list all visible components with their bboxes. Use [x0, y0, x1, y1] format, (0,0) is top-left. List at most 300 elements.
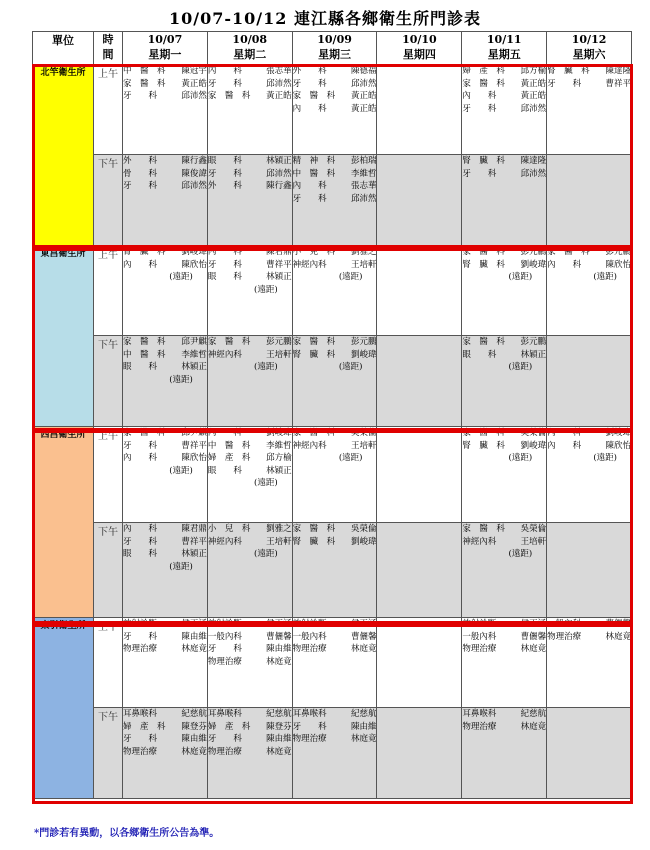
clinic-entry — [293, 336, 377, 349]
doctor-name: 曹祥平 — [181, 440, 207, 451]
footnote: *門診若有異動，以各鄉衛生所公告為準。 — [34, 828, 220, 839]
doctor-name: 曹儷馨 — [350, 631, 377, 642]
clinic-entry — [123, 259, 207, 272]
doctor-name: 曹祥平 — [605, 78, 631, 89]
period-label: 下午 — [94, 523, 123, 618]
schedule-cell — [123, 246, 208, 336]
doctor-name: 彭元鵬 — [266, 337, 292, 347]
doctor-name: 陳欣怡 — [605, 440, 631, 451]
remote-note: (遠距) — [508, 549, 533, 559]
doctor-name: 陳德福 — [350, 66, 377, 76]
doctor-name: 陳欣怡 — [181, 453, 207, 463]
clinic-entry — [293, 155, 377, 168]
remote-note: (遠距) — [169, 374, 193, 385]
doctor-name: 邱尹麒 — [181, 337, 207, 347]
doctor-name: 劉峻瑋 — [181, 247, 207, 257]
doctor-name: 邱沛然 — [266, 168, 292, 179]
department: 家 醫 科 — [123, 337, 166, 347]
department: 一般內科 — [462, 631, 497, 642]
department: 眼 科 — [462, 349, 497, 360]
department: 牙 科 — [123, 181, 158, 191]
clinic-entry — [123, 155, 207, 168]
schedule-row-am — [33, 427, 632, 523]
clinic-entry — [547, 259, 631, 272]
doctor-name: 彭元鵬 — [520, 337, 547, 347]
department: 眼 科 — [207, 272, 242, 282]
clinic-entry — [123, 721, 207, 734]
department: 中 醫 科 — [292, 168, 336, 179]
clinic-entry — [293, 65, 377, 78]
clinic-entry — [462, 631, 546, 644]
clinic-entry — [208, 465, 292, 478]
clinic-entry — [293, 440, 377, 453]
doctor-name: 劉峻瑋 — [350, 536, 377, 547]
department: 家 醫 科 — [207, 337, 251, 347]
clinic-entry — [293, 349, 377, 362]
schedule-row-am — [33, 65, 632, 155]
clinic-entry — [293, 246, 377, 259]
department: 腎 臟 科 — [547, 66, 590, 76]
doctor-name: 林庭竟 — [605, 631, 631, 642]
doctor-name: 林庭竟 — [266, 656, 292, 667]
clinic-entry — [123, 78, 207, 91]
doctor-name: 吳榮倫 — [350, 524, 377, 534]
clinic-entry — [208, 259, 292, 272]
schedule-cell — [462, 427, 547, 523]
clinic-entry — [293, 618, 377, 631]
doctor-name: 李維哲 — [181, 349, 207, 360]
day-header — [462, 32, 547, 65]
department: 內 科 — [292, 181, 327, 191]
department: 家 醫 科 — [123, 428, 166, 438]
clinic-entry — [462, 349, 546, 362]
clinic-entry — [123, 618, 207, 631]
doctor-name: 王培軒 — [266, 536, 292, 547]
schedule-cell — [547, 618, 632, 708]
doctor-name: 王培軒 — [520, 536, 547, 547]
department: 婦 產 科 — [207, 721, 251, 732]
clinic-entry — [293, 427, 377, 440]
clinic-entry — [208, 65, 292, 78]
schedule-cell — [292, 155, 377, 246]
department: 耳鼻喉科 — [123, 709, 158, 719]
department: 外 科 — [207, 181, 242, 191]
clinic-entry — [462, 536, 546, 549]
doctor-name: 曹儷馨 — [266, 631, 292, 642]
doctor-name: 王培軒 — [350, 440, 377, 451]
schedule-cell — [462, 523, 547, 618]
schedule-cell — [462, 246, 547, 336]
unit-header: 單位 — [33, 32, 94, 65]
clinic-entry — [208, 349, 292, 362]
department: 物理治療 — [462, 644, 497, 654]
department: 婦 產 科 — [123, 721, 166, 732]
schedule-cell — [377, 618, 462, 708]
doctor-name: 邱沛然 — [181, 181, 207, 191]
schedule-cell — [292, 618, 377, 708]
doctor-name: 陳登芬 — [181, 721, 207, 732]
remote-note: (遠距) — [508, 453, 533, 463]
department: 腎 臟 科 — [462, 156, 505, 166]
time-header-label: 時間 — [102, 33, 114, 61]
clinic-entry — [547, 65, 631, 78]
clinic-entry — [208, 246, 292, 259]
clinic-name: 東引衛生所 — [33, 618, 94, 799]
department: 腎 臟 科 — [292, 536, 336, 547]
department: 物理治療 — [292, 734, 327, 744]
clinic-entry — [208, 180, 292, 193]
doctor-name: 林庭竟 — [266, 746, 292, 757]
schedule-cell — [462, 65, 547, 155]
clinic-entry — [547, 618, 631, 631]
doctor-name: 陳由維 — [181, 734, 207, 744]
doctor-name: 黃正皓 — [350, 103, 377, 114]
department: 牙 科 — [207, 644, 242, 654]
clinic-entry — [293, 733, 377, 746]
schedule-cell — [292, 708, 377, 799]
department: 耳鼻喉科 — [462, 709, 497, 719]
remote-note: (遠距) — [508, 272, 533, 282]
department: 牙 科 — [207, 168, 242, 179]
doctor-name: 彭元鵬 — [520, 247, 547, 257]
department: 家 醫 科 — [462, 524, 505, 534]
schedule-cell — [207, 155, 292, 246]
department: 外 科 — [123, 156, 158, 166]
doctor-name: 劉峻瑋 — [266, 428, 292, 438]
doctor-name: 邱尹麒 — [181, 428, 207, 438]
department: 放射診斷 — [462, 619, 497, 629]
department: 腎 臟 科 — [292, 349, 336, 360]
department: 牙 科 — [207, 78, 242, 89]
doctor-name: 邱沛然 — [520, 103, 547, 114]
doctor-name: 林穎正 — [266, 465, 292, 476]
schedule-cell — [547, 155, 632, 246]
schedule-cell — [547, 523, 632, 618]
department: 家 醫 科 — [292, 91, 336, 101]
clinic-entry — [208, 440, 292, 453]
clinic-entry — [293, 259, 377, 272]
schedule-row-pm — [33, 155, 632, 246]
schedule-cell — [123, 708, 208, 799]
doctor-name: 林庭竟 — [520, 721, 547, 732]
schedule-cell — [462, 708, 547, 799]
department: 一般內科 — [207, 631, 242, 642]
doctor-name: 陳欣怡 — [181, 259, 207, 270]
doctor-name: 陳由維 — [266, 734, 292, 744]
department: 牙 科 — [292, 193, 327, 204]
clinic-entry — [208, 631, 292, 644]
day-date: 10/07 — [147, 33, 183, 46]
doctor-name: 林穎正 — [520, 349, 547, 360]
clinic-entry — [293, 721, 377, 734]
department: 家 醫 科 — [207, 91, 251, 101]
clinic-entry — [208, 523, 292, 536]
clinic-entry — [123, 427, 207, 440]
clinic-entry — [208, 336, 292, 349]
clinic-entry — [293, 193, 377, 206]
department: 內 科 — [123, 453, 158, 463]
department: 內 科 — [207, 428, 242, 438]
clinic-entry — [462, 440, 546, 453]
department: 腎 臟 科 — [462, 259, 505, 270]
schedule-cell — [377, 336, 462, 427]
period-label: 上午 — [94, 65, 123, 155]
clinic-entry — [123, 631, 207, 644]
clinic-entry — [208, 708, 292, 721]
clinic-entry — [293, 643, 377, 656]
clinic-entry — [123, 708, 207, 721]
doctor-name: 李維哲 — [266, 440, 292, 451]
doctor-name: 王培軒 — [266, 349, 292, 360]
doctor-name: 陳由維 — [350, 721, 377, 732]
period-label: 下午 — [94, 336, 123, 427]
department: 放射診斷 — [123, 619, 158, 629]
department: 內 科 — [462, 91, 497, 101]
clinic-entry — [547, 246, 631, 259]
department: 牙 科 — [123, 91, 158, 101]
day-date: 10/09 — [317, 33, 352, 46]
clinic-entry — [547, 427, 631, 440]
department: 內 科 — [207, 247, 242, 257]
department: 家 醫 科 — [292, 524, 336, 534]
clinic-entry — [293, 631, 377, 644]
schedule-cell — [547, 427, 632, 523]
day-date: 10/12 — [571, 33, 607, 46]
department: 放射診斷 — [207, 619, 242, 629]
schedule-cell — [123, 155, 208, 246]
doctor-name: 紀慈航 — [350, 709, 377, 719]
schedule-row-am — [33, 618, 632, 708]
doctor-name: 黃正皓 — [350, 91, 377, 101]
schedule-cell — [377, 65, 462, 155]
department: 牙 科 — [547, 78, 582, 89]
remote-note: (遠距) — [338, 272, 363, 282]
department: 物理治療 — [207, 656, 242, 667]
schedule-row-pm — [33, 708, 632, 799]
doctor-name: 黃正皓 — [520, 91, 547, 101]
schedule-cell — [547, 246, 632, 336]
remote-note: (遠距) — [254, 549, 278, 559]
doctor-name: 陳登芬 — [266, 721, 292, 732]
doctor-name: 林穎正 — [266, 156, 292, 166]
department: 家 醫 科 — [462, 428, 505, 438]
clinic-entry — [462, 721, 546, 734]
department: 小 兒 科 — [292, 247, 336, 257]
clinic-entry — [208, 155, 292, 168]
department: 眼 科 — [207, 465, 242, 476]
clinic-entry — [462, 78, 546, 91]
remote-note: (遠距) — [169, 272, 193, 282]
clinic-entry — [123, 180, 207, 193]
doctor-name: 林穎正 — [181, 549, 207, 559]
day-weekday: 星期二 — [233, 48, 267, 61]
department: 物理治療 — [123, 746, 158, 757]
department: 家 醫 科 — [292, 428, 336, 438]
day-date: 10/11 — [486, 33, 522, 46]
clinic-entry — [462, 168, 546, 181]
department: 眼 科 — [207, 156, 242, 166]
department: 一般內科 — [547, 619, 582, 629]
department: 物理治療 — [547, 631, 582, 642]
department: 牙 科 — [123, 734, 158, 744]
day-weekday: 星期三 — [318, 48, 352, 61]
schedule-cell — [207, 65, 292, 155]
department: 牙 科 — [462, 168, 497, 179]
clinic-entry — [123, 440, 207, 453]
schedule-body — [33, 65, 632, 799]
department: 物理治療 — [292, 644, 327, 654]
clinic-entry — [462, 155, 546, 168]
department: 內 科 — [292, 103, 327, 114]
clinic-entry — [293, 103, 377, 116]
remote-note: (遠距) — [169, 561, 193, 572]
schedule-cell — [207, 708, 292, 799]
schedule-row-am — [33, 246, 632, 336]
clinic-entry — [208, 271, 292, 284]
clinic-entry — [462, 246, 546, 259]
doctor-name: 彭柏瑞 — [350, 156, 377, 166]
doctor-name: 侯正涵 — [266, 619, 292, 629]
clinic-entry — [208, 656, 292, 669]
clinic-entry — [208, 168, 292, 181]
day-weekday: 星期一 — [148, 48, 182, 61]
doctor-name: 邱沛然 — [350, 193, 377, 204]
department: 家 醫 科 — [462, 78, 505, 89]
day-date: 10/08 — [232, 33, 268, 46]
doctor-name: 陳君鼎 — [181, 524, 207, 534]
doctor-name: 陳行鑫 — [181, 156, 207, 166]
doctor-name: 曹儷馨 — [520, 631, 547, 642]
department: 耳鼻喉科 — [292, 709, 327, 719]
department: 牙 科 — [207, 259, 242, 270]
schedule-cell — [207, 336, 292, 427]
page-title: 10/07-10/12 連江縣各鄉衛生所門診表 — [169, 9, 481, 28]
department: 家 醫 科 — [462, 247, 505, 257]
department: 中 醫 科 — [123, 66, 166, 76]
remote-note: (遠距) — [254, 362, 278, 372]
doctor-name: 林穎正 — [266, 272, 292, 282]
schedule-cell — [292, 523, 377, 618]
schedule-cell — [292, 427, 377, 523]
clinic-entry — [123, 65, 207, 78]
clinic-entry — [208, 721, 292, 734]
clinic-entry — [123, 361, 207, 374]
clinic-entry — [208, 733, 292, 746]
doctor-name: 黃正皓 — [520, 78, 547, 89]
department: 精 神 科 — [292, 156, 336, 166]
schedule-cell — [207, 246, 292, 336]
day-date: 10/10 — [402, 33, 437, 46]
schedule-cell — [123, 65, 208, 155]
doctor-name: 劉峻瑋 — [520, 440, 547, 451]
clinic-entry — [123, 746, 207, 759]
department: 耳鼻喉科 — [207, 709, 242, 719]
clinic-name: 西莒衛生所 — [33, 427, 94, 618]
period-label: 上午 — [94, 618, 123, 708]
department: 牙 科 — [462, 103, 497, 114]
department: 眼 科 — [123, 362, 158, 372]
schedule-cell — [462, 618, 547, 708]
schedule-cell — [207, 427, 292, 523]
clinic-entry — [123, 452, 207, 465]
period-label: 上午 — [94, 427, 123, 523]
department: 內 科 — [547, 259, 582, 270]
doctor-name: 黃正皓 — [181, 78, 207, 89]
doctor-name: 邱沛然 — [266, 78, 292, 89]
day-weekday: 星期四 — [402, 48, 436, 61]
remote-note: (遠距) — [169, 465, 193, 476]
clinic-entry — [462, 259, 546, 272]
day-weekday: 星期五 — [487, 48, 521, 61]
clinic-entry — [208, 452, 292, 465]
department: 牙 科 — [207, 734, 242, 744]
department: 家 醫 科 — [292, 337, 336, 347]
clinic-name: 北竿衛生所 — [33, 65, 94, 246]
department: 內 科 — [123, 259, 158, 270]
remote-note: (遠距) — [338, 453, 363, 463]
doctor-name: 邱沛然 — [350, 78, 377, 89]
schedule-row-pm — [33, 523, 632, 618]
department: 家 醫 科 — [123, 78, 166, 89]
doctor-name: 紀慈航 — [520, 709, 547, 719]
department: 腎 臟 科 — [123, 247, 166, 257]
clinic-entry — [462, 618, 546, 631]
clinic-entry — [547, 631, 631, 644]
department: 骨 科 — [123, 168, 158, 179]
doctor-name: 邱方榆 — [266, 453, 292, 463]
schedule-cell — [547, 65, 632, 155]
clinic-entry — [123, 643, 207, 656]
clinic-entry — [547, 78, 631, 91]
schedule-cell — [123, 336, 208, 427]
doctor-name: 劉峻瑋 — [350, 349, 377, 360]
remote-note: (遠距) — [338, 362, 363, 372]
clinic-entry — [293, 536, 377, 549]
remote-note: (遠距) — [593, 272, 617, 282]
department: 牙 科 — [123, 631, 158, 642]
schedule-cell — [292, 65, 377, 155]
clinic-entry — [293, 168, 377, 181]
clinic-entry — [208, 746, 292, 759]
doctor-name: 張志華 — [350, 181, 377, 191]
schedule-cell — [462, 336, 547, 427]
clinic-entry — [123, 523, 207, 536]
clinic-entry — [547, 440, 631, 453]
clinic-entry — [123, 733, 207, 746]
doctor-name: 陳行鑫 — [266, 181, 292, 191]
doctor-name: 林庭竟 — [350, 644, 377, 654]
period-label: 下午 — [94, 155, 123, 246]
schedule-cell — [377, 155, 462, 246]
doctor-name: 陳冠宇 — [181, 66, 207, 76]
clinic-schedule-table — [32, 31, 632, 799]
clinic-entry — [123, 536, 207, 549]
department: 中 醫 科 — [207, 440, 251, 451]
doctor-name: 曹儷馨 — [605, 619, 631, 629]
doctor-name: 曹祥平 — [181, 536, 207, 547]
schedule-cell — [547, 708, 632, 799]
doctor-name: 陳達隆 — [520, 156, 547, 166]
doctor-name: 林穎正 — [181, 362, 207, 372]
doctor-name: 侯正涵 — [181, 619, 207, 629]
department: 牙 科 — [123, 536, 158, 547]
clinic-entry — [293, 78, 377, 91]
clinic-entry — [462, 427, 546, 440]
department: 婦 產 科 — [462, 66, 505, 76]
doctor-name: 陳由維 — [181, 631, 207, 642]
doctor-name: 吳榮倫 — [520, 428, 547, 438]
doctor-name: 邱方榆 — [520, 66, 547, 76]
